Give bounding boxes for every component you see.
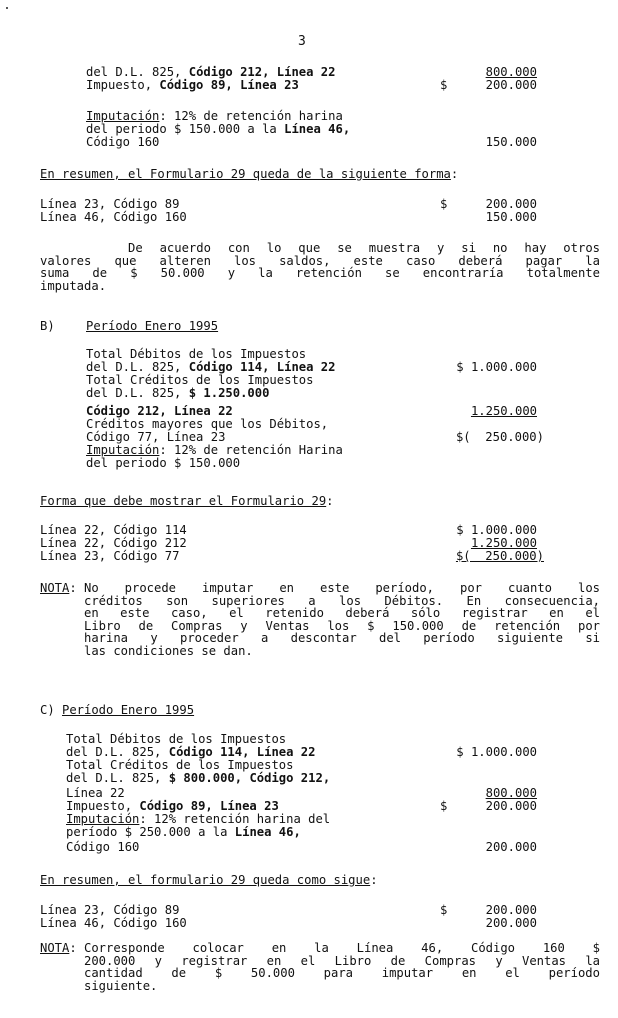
section-c-impuesto-amount: 200.000: [485, 799, 537, 813]
section-b-line-7: Código 77, Línea 23: [86, 430, 226, 444]
nota-b-line-1: No procede imputar en este período, por cuanto los: [84, 581, 600, 595]
forma-b-row-3-amount: $( 250.000): [455, 549, 544, 563]
forma-b-row-1-label: Línea 22, Código 114: [40, 523, 187, 537]
resumen-a-row-1-amount: 200.000: [485, 197, 537, 211]
amount-89: 200.000: [485, 78, 537, 92]
section-b-line-1: Total Débitos de los Impuestos: [86, 347, 307, 361]
imputacion-line-2: del periodo $ 150.000 a la Línea 46,: [86, 122, 351, 136]
imputacion-amount: 150.000: [485, 135, 537, 149]
resumen-c-row-1-currency: $: [440, 903, 448, 917]
forma-b-row-2-label: Línea 22, Código 212: [40, 536, 187, 550]
forma-b-row-3-label: Línea 23, Código 77: [40, 549, 180, 563]
section-c-line-4: del D.L. 825, $ 800.000, Código 212,: [66, 771, 331, 785]
section-c-currency: $: [440, 799, 448, 813]
section-c-letter: C): [40, 703, 55, 717]
resumen-c-row-1-label: Línea 23, Código 89: [40, 903, 180, 917]
section-b-line-2: del D.L. 825, Código 114, Línea 22: [86, 360, 336, 374]
paragraph-line-1: De acuerdo con lo que se muestra y si no hay otros: [128, 241, 600, 255]
page-number: 3: [298, 34, 306, 49]
explanation-paragraph: [40, 242, 600, 292]
section-b-title: Período Enero 1995: [86, 319, 219, 333]
section-b-imputacion-2: del periodo $ 150.000: [86, 456, 241, 470]
nota-b-line-5: harina y proceder a descontar del período siguiente si: [84, 631, 600, 645]
debit-line-212: del D.L. 825, Código 212, Línea 22: [86, 65, 336, 79]
section-b-line-3: Total Créditos de los Impuestos: [86, 373, 314, 387]
section-c-debit-amount: $ 1.000.000: [456, 745, 537, 759]
section-c-line-5: Línea 22: [66, 786, 125, 800]
imputacion-line-3: Código 160: [86, 135, 160, 149]
section-b-credit-amount: 1.250.000: [470, 404, 537, 418]
resumen-c-heading: En resumen, el formulario 29 queda como sigue:: [40, 873, 378, 887]
section-c-line-3: Total Créditos de los Impuestos: [66, 758, 294, 772]
section-c-imputacion-3: Código 160: [66, 840, 140, 854]
resumen-c-row-1-amount: 200.000: [485, 903, 537, 917]
nota-c-line-2: 200.000 y registrar en el Libro de Compras y Ventas la: [84, 953, 600, 968]
currency-sign: $: [440, 78, 448, 92]
resumen-a-heading: En resumen, el Formulario 29 queda de la siguiente forma:: [40, 167, 459, 181]
nota-b-line-3: en este caso, el retenido deberá sólo registrar en el: [84, 606, 600, 620]
nota-b-body: [84, 582, 600, 657]
nota-c-line-4: siguiente.: [84, 978, 158, 993]
section-c-credit-amount: 800.000: [485, 786, 537, 800]
resumen-c-row-2-label: Línea 46, Código 160: [40, 916, 187, 930]
section-b-line-5: Código 212, Línea 22: [86, 404, 233, 418]
resumen-a-row-2-amount: 150.000: [485, 210, 537, 224]
section-b-line-6: Créditos mayores que los Débitos,: [86, 417, 329, 431]
section-b-imputacion-1: Imputación: 12% de retención Harina: [86, 443, 343, 457]
section-c-imputacion-amount: 200.000: [485, 840, 537, 854]
section-c-title: Período Enero 1995: [62, 703, 195, 717]
section-b-debit-amount: $ 1.000.000: [456, 360, 537, 374]
forma-b-heading: Forma que debe mostrar el Formulario 29:: [40, 494, 334, 508]
section-c-line-6: Impuesto, Código 89, Línea 23: [66, 799, 279, 813]
paragraph-line-2: valores que alteren los saldos, este caso deberá pagar la: [40, 253, 600, 268]
nota-b-line-6: las condiciones se dan.: [84, 643, 253, 658]
nota-c-line-3: cantidad de $ 50.000 para imputar en el período: [84, 966, 600, 980]
section-b-line-4: del D.L. 825, $ 1.250.000: [86, 386, 270, 400]
section-b-letter: B): [40, 319, 55, 333]
paragraph-line-4: imputada.: [40, 278, 107, 293]
nota-c-line-1: Corresponde colocar en la Línea 46, Código 160 $: [84, 941, 600, 955]
section-c-line-1: Total Débitos de los Impuestos: [66, 732, 287, 746]
resumen-a-row-1-currency: $: [440, 197, 448, 211]
nota-c-label: NOTA:: [40, 941, 77, 955]
scan-speck: [6, 7, 8, 9]
nota-b-line-4: Libro de Compras y Ventas los $ 150.000 de retención por: [84, 618, 600, 633]
impuesto-line-89: Impuesto, Código 89, Línea 23: [86, 78, 299, 92]
section-c-imputacion-2: período $ 250.000 a la Línea 46,: [66, 825, 301, 839]
paragraph-line-3: suma de $ 50.000 y la retención se encontraría totalmente: [40, 266, 600, 280]
amount-212: 800.000: [485, 65, 537, 79]
resumen-c-row-2-amount: 200.000: [485, 916, 537, 930]
nota-b-line-2: créditos son superiores a los Débitos. En consecuencia,: [84, 593, 600, 608]
nota-b-label: NOTA:: [40, 581, 77, 595]
imputacion-line-1: Imputación: 12% de retención harina: [86, 109, 343, 123]
section-c-imputacion-1: Imputación: 12% retención harina del: [66, 812, 331, 826]
resumen-a-row-1-label: Línea 23, Código 89: [40, 197, 180, 211]
forma-b-row-1-amount: $ 1.000.000: [456, 523, 537, 537]
nota-c-body: [84, 942, 600, 992]
section-c-line-2: del D.L. 825, Código 114, Línea 22: [66, 745, 316, 759]
resumen-a-row-2-label: Línea 46, Código 160: [40, 210, 187, 224]
section-b-balance-amount: $( 250.000): [455, 430, 544, 444]
forma-b-row-2-amount: 1.250.000: [470, 536, 537, 550]
